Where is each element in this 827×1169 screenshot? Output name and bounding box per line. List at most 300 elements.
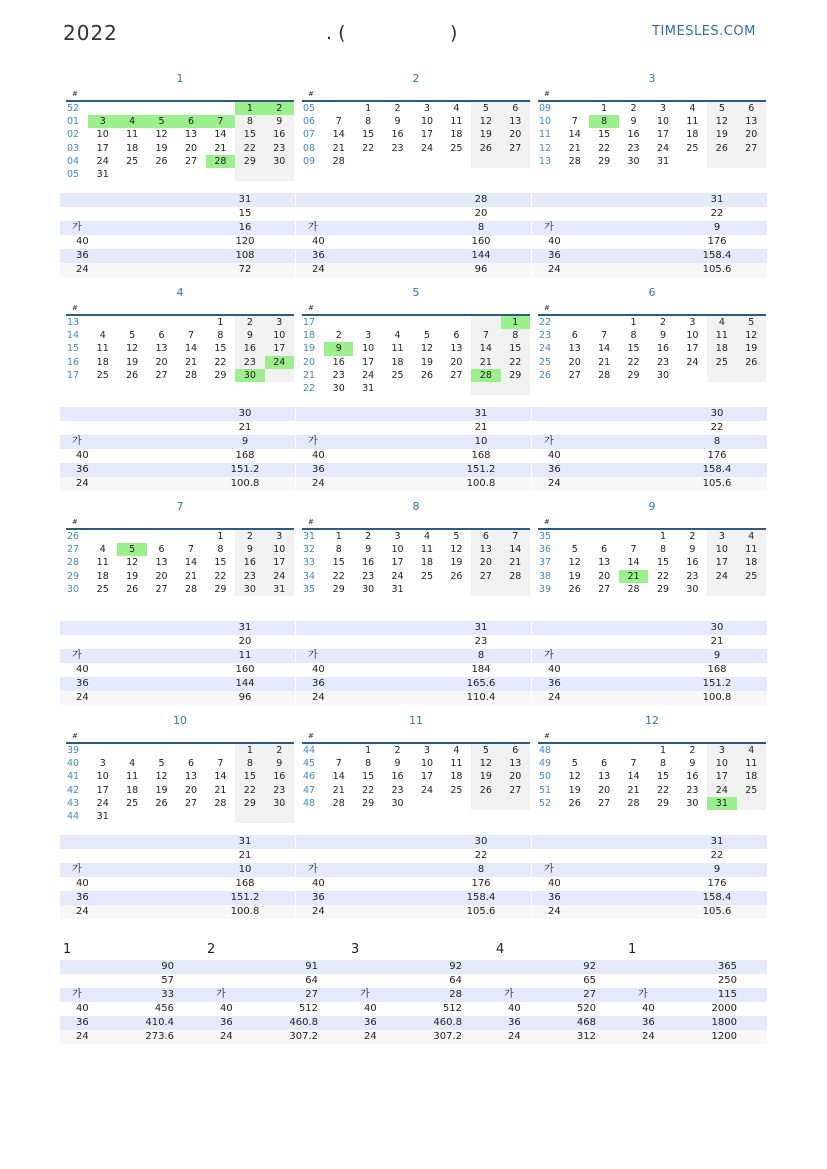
day-cell[interactable]: 8 [501,329,530,342]
day-cell[interactable]: 3 [394,531,401,542]
day-cell[interactable]: 17 [391,557,404,569]
day-cell[interactable]: 9 [235,329,264,342]
day-cell[interactable]: 22 [501,356,530,369]
day-cell[interactable]: 6 [571,330,578,342]
day-cell[interactable]: 16 [627,129,640,141]
day-cell[interactable]: 4 [117,115,146,128]
day-cell[interactable]: 4 [707,316,736,329]
day-cell[interactable]: 30 [686,583,699,595]
day-cell[interactable]: 12 [568,771,581,783]
day-cell[interactable]: 28 [332,797,345,809]
day-cell[interactable]: 21 [501,556,530,569]
day-cell[interactable]: 26 [126,369,139,381]
day-cell[interactable]: 2 [394,745,401,756]
day-cell[interactable]: 18 [450,771,463,783]
day-cell[interactable]: 23 [332,369,345,381]
day-cell[interactable]: 20 [598,784,611,796]
day-cell[interactable]: 21 [184,356,198,368]
day-cell[interactable]: 15 [627,343,640,355]
day-cell[interactable]: 1 [217,317,224,328]
day-cell[interactable]: 28 [206,155,235,168]
day-cell[interactable]: 11 [737,543,766,556]
day-cell[interactable]: 30 [235,583,264,596]
day-cell[interactable]: 24 [656,142,670,154]
day-cell[interactable]: 6 [176,115,205,128]
day-cell[interactable]: 27 [737,142,766,155]
day-cell[interactable]: 7 [187,330,195,342]
day-cell[interactable]: 27 [155,369,168,381]
day-cell[interactable]: 7 [187,544,195,556]
day-cell[interactable]: 10 [96,129,109,141]
day-cell[interactable]: 16 [265,128,294,141]
day-cell[interactable]: 13 [184,129,198,141]
day-cell[interactable]: 2 [689,745,696,756]
day-cell[interactable]: 20 [737,128,766,141]
day-cell[interactable]: 1 [235,102,264,115]
day-cell[interactable]: 25 [737,570,766,583]
day-cell[interactable]: 14 [332,129,345,141]
day-cell[interactable]: 25 [686,142,699,154]
day-cell[interactable]: 5 [158,758,165,770]
day-cell[interactable]: 15 [214,343,227,355]
day-cell[interactable]: 9 [265,757,294,770]
day-cell[interactable]: 7 [335,116,342,128]
day-cell[interactable]: 22 [235,784,264,797]
day-cell[interactable]: 19 [471,128,500,141]
day-cell[interactable]: 22 [362,784,375,796]
day-cell[interactable]: 12 [155,771,168,783]
day-cell[interactable]: 1 [630,317,637,328]
day-cell[interactable]: 1 [659,745,667,756]
day-cell[interactable]: 26 [450,570,463,582]
day-cell[interactable]: 31 [707,797,736,810]
day-cell[interactable]: 14 [471,342,500,355]
day-cell[interactable]: 15 [235,770,264,783]
day-cell[interactable]: 13 [471,543,500,556]
day-cell[interactable]: 10 [391,544,404,556]
day-cell[interactable]: 16 [656,343,670,355]
day-cell[interactable]: 14 [332,771,345,783]
day-cell[interactable]: 7 [206,115,235,128]
day-cell[interactable]: 11 [686,116,699,128]
day-cell[interactable]: 20 [568,356,581,368]
day-cell[interactable]: 15 [362,129,375,141]
day-cell[interactable]: 30 [332,382,345,394]
day-cell[interactable]: 17 [362,356,375,368]
day-cell[interactable]: 30 [391,797,404,809]
day-cell[interactable]: 4 [689,103,696,114]
day-cell[interactable]: 12 [126,343,139,355]
day-cell[interactable]: 10 [707,543,736,556]
day-cell[interactable]: 5 [147,115,176,128]
day-cell[interactable]: 24 [362,369,375,381]
day-cell[interactable]: 17 [265,342,294,355]
day-cell[interactable]: 9 [689,758,696,770]
day-cell[interactable]: 14 [627,771,640,783]
day-cell[interactable]: 5 [571,544,578,556]
day-cell[interactable]: 2 [394,103,401,114]
day-cell[interactable]: 13 [184,771,198,783]
day-cell[interactable]: 24 [420,142,434,154]
day-cell[interactable]: 29 [656,583,670,595]
day-cell[interactable]: 15 [332,557,345,569]
day-cell[interactable]: 29 [656,797,670,809]
day-cell[interactable]: 2 [630,103,637,114]
day-cell[interactable]: 23 [265,784,294,797]
day-cell[interactable]: 17 [420,771,434,783]
day-cell[interactable]: 12 [707,115,736,128]
day-cell[interactable]: 17 [96,784,109,796]
day-cell[interactable]: 13 [598,557,611,569]
day-cell[interactable]: 10 [420,758,434,770]
day-cell[interactable]: 17 [420,129,434,141]
day-cell[interactable]: 18 [707,342,736,355]
day-cell[interactable]: 13 [155,557,168,569]
day-cell[interactable]: 31 [96,168,109,180]
day-cell[interactable]: 11 [737,757,766,770]
day-cell[interactable]: 19 [155,784,168,796]
day-cell[interactable]: 28 [568,155,581,167]
day-cell[interactable]: 13 [737,115,766,128]
day-cell[interactable]: 19 [155,142,168,154]
day-cell[interactable]: 2 [235,316,264,329]
day-cell[interactable]: 19 [707,128,736,141]
day-cell[interactable]: 29 [214,369,227,381]
day-cell[interactable]: 11 [126,771,139,783]
day-cell[interactable]: 8 [235,757,264,770]
day-cell[interactable]: 21 [332,784,345,796]
day-cell[interactable]: 20 [598,570,611,582]
day-cell[interactable]: 11 [420,544,434,556]
day-cell[interactable]: 12 [568,557,581,569]
day-cell[interactable]: 10 [265,329,294,342]
day-cell[interactable]: 4 [129,758,136,770]
day-cell[interactable]: 9 [659,330,667,342]
day-cell[interactable]: 4 [99,330,106,342]
day-cell[interactable]: 20 [471,556,500,569]
day-cell[interactable]: 3 [707,744,736,757]
day-cell[interactable]: 25 [126,797,139,809]
day-cell[interactable]: 11 [450,758,463,770]
day-cell[interactable]: 23 [686,784,699,796]
day-cell[interactable]: 27 [598,583,611,595]
day-cell[interactable]: 27 [598,797,611,809]
day-cell[interactable]: 19 [420,356,434,368]
day-cell[interactable]: 21 [598,356,611,368]
day-cell[interactable]: 5 [707,102,736,115]
day-cell[interactable]: 17 [656,129,670,141]
day-cell[interactable]: 25 [391,369,404,381]
day-cell[interactable]: 15 [501,342,530,355]
day-cell[interactable]: 21 [214,784,227,796]
day-cell[interactable]: 14 [214,129,227,141]
day-cell[interactable]: 15 [656,557,670,569]
day-cell[interactable]: 13 [155,343,168,355]
day-cell[interactable]: 29 [362,797,375,809]
day-cell[interactable]: 3 [707,530,736,543]
day-cell[interactable]: 26 [568,583,581,595]
day-cell[interactable]: 29 [235,155,264,168]
day-cell[interactable]: 20 [501,770,530,783]
day-cell[interactable]: 8 [335,544,342,556]
day-cell[interactable]: 29 [214,583,227,595]
day-cell[interactable]: 27 [501,142,530,155]
day-cell[interactable]: 1 [601,103,608,114]
day-cell[interactable]: 7 [571,116,578,128]
day-cell[interactable]: 24 [265,570,294,583]
day-cell[interactable]: 22 [598,142,611,154]
day-cell[interactable]: 27 [568,369,581,381]
day-cell[interactable]: 9 [394,758,401,770]
day-cell[interactable]: 30 [265,797,294,810]
day-cell[interactable]: 23 [391,784,404,796]
day-cell[interactable]: 28 [332,155,345,167]
day-cell[interactable]: 16 [265,770,294,783]
day-cell[interactable]: 10 [96,771,109,783]
day-cell[interactable]: 1 [217,531,224,542]
day-cell[interactable]: 26 [707,142,736,155]
day-cell[interactable]: 5 [571,758,578,770]
day-cell[interactable]: 3 [99,758,106,770]
day-cell[interactable]: 11 [450,116,463,128]
day-cell[interactable]: 23 [627,142,640,154]
day-cell[interactable]: 16 [235,556,264,569]
day-cell[interactable]: 26 [471,784,500,797]
day-cell[interactable]: 25 [707,356,736,369]
site-logo[interactable]: TIMESLES.COM [652,24,756,39]
day-cell[interactable]: 14 [214,771,227,783]
day-cell[interactable]: 3 [659,103,667,114]
day-cell[interactable]: 25 [450,784,463,796]
day-cell[interactable]: 5 [453,531,460,542]
day-cell[interactable]: 26 [155,155,168,167]
day-cell[interactable]: 21 [184,570,198,582]
day-cell[interactable]: 29 [501,369,530,382]
day-cell[interactable]: 6 [158,330,165,342]
day-cell[interactable]: 25 [126,155,139,167]
day-cell[interactable]: 24 [391,570,404,582]
day-cell[interactable]: 1 [235,744,264,757]
day-cell[interactable]: 15 [598,129,611,141]
day-cell[interactable]: 7 [217,758,224,770]
day-cell[interactable]: 27 [471,570,500,583]
day-cell[interactable]: 8 [630,330,637,342]
day-cell[interactable]: 9 [365,544,372,556]
day-cell[interactable]: 14 [568,129,581,141]
day-cell[interactable]: 15 [235,128,264,141]
day-cell[interactable]: 24 [707,784,736,797]
day-cell[interactable]: 2 [235,530,264,543]
day-cell[interactable]: 9 [265,115,294,128]
day-cell[interactable]: 24 [96,155,109,167]
day-cell[interactable]: 9 [630,116,637,128]
day-cell[interactable]: 1 [365,745,372,756]
day-cell[interactable]: 27 [184,797,198,809]
day-cell[interactable]: 16 [235,342,264,355]
day-cell[interactable]: 8 [365,116,372,128]
day-cell[interactable]: 6 [501,102,530,115]
day-cell[interactable]: 16 [391,771,404,783]
day-cell[interactable]: 10 [362,343,375,355]
day-cell[interactable]: 17 [686,343,699,355]
day-cell[interactable]: 18 [126,784,139,796]
day-cell[interactable]: 17 [96,142,109,154]
day-cell[interactable]: 13 [598,771,611,783]
day-cell[interactable]: 4 [423,531,431,542]
day-cell[interactable]: 1 [501,316,530,329]
day-cell[interactable]: 10 [265,543,294,556]
day-cell[interactable]: 12 [450,544,463,556]
day-cell[interactable]: 2 [365,531,372,542]
day-cell[interactable]: 29 [235,797,264,810]
day-cell[interactable]: 28 [501,570,530,583]
day-cell[interactable]: 30 [362,583,375,595]
day-cell[interactable]: 4 [453,745,460,756]
day-cell[interactable]: 22 [214,356,227,368]
day-cell[interactable]: 6 [158,544,165,556]
day-cell[interactable]: 20 [450,356,463,368]
day-cell[interactable]: 28 [627,583,640,595]
day-cell[interactable]: 13 [568,343,581,355]
day-cell[interactable]: 4 [453,103,460,114]
day-cell[interactable]: 16 [686,771,699,783]
day-cell[interactable]: 7 [501,530,530,543]
day-cell[interactable]: 4 [99,544,106,556]
day-cell[interactable]: 26 [568,797,581,809]
day-cell[interactable]: 4 [737,744,766,757]
day-cell[interactable]: 28 [184,369,198,381]
day-cell[interactable]: 8 [235,115,264,128]
day-cell[interactable]: 22 [362,142,375,154]
day-cell[interactable]: 14 [598,343,611,355]
day-cell[interactable]: 9 [394,116,401,128]
day-cell[interactable]: 30 [656,369,670,381]
day-cell[interactable]: 10 [656,116,670,128]
day-cell[interactable]: 18 [96,570,109,582]
day-cell[interactable]: 2 [689,531,696,542]
day-cell[interactable]: 23 [656,356,670,368]
day-cell[interactable]: 6 [737,102,766,115]
day-cell[interactable]: 16 [686,557,699,569]
day-cell[interactable]: 21 [627,784,640,796]
day-cell[interactable]: 18 [391,356,404,368]
day-cell[interactable]: 15 [362,771,375,783]
day-cell[interactable]: 26 [126,583,139,595]
day-cell[interactable]: 20 [155,356,168,368]
day-cell[interactable]: 7 [630,758,637,770]
day-cell[interactable]: 13 [501,757,530,770]
day-cell[interactable]: 13 [450,343,463,355]
day-cell[interactable]: 5 [737,316,766,329]
day-cell[interactable]: 4 [394,330,401,342]
day-cell[interactable]: 28 [627,797,640,809]
day-cell[interactable]: 23 [362,570,375,582]
day-cell[interactable]: 24 [707,570,736,583]
day-cell[interactable]: 6 [501,744,530,757]
day-cell[interactable]: 28 [184,583,198,595]
day-cell[interactable]: 3 [365,330,372,342]
day-cell[interactable]: 10 [420,116,434,128]
day-cell[interactable]: 14 [501,543,530,556]
day-cell[interactable]: 21 [568,142,581,154]
day-cell[interactable]: 4 [737,530,766,543]
day-cell[interactable]: 5 [471,102,500,115]
day-cell[interactable]: 23 [235,570,264,583]
day-cell[interactable]: 16 [391,129,404,141]
day-cell[interactable]: 27 [155,583,168,595]
day-cell[interactable]: 19 [126,356,139,368]
day-cell[interactable]: 1 [335,531,342,542]
day-cell[interactable]: 23 [265,142,294,155]
day-cell[interactable]: 17 [707,556,736,569]
day-cell[interactable]: 19 [568,784,581,796]
day-cell[interactable]: 3 [265,530,294,543]
day-cell[interactable]: 13 [501,115,530,128]
day-cell[interactable]: 7 [335,758,342,770]
day-cell[interactable]: 3 [689,317,696,328]
day-cell[interactable]: 2 [265,744,294,757]
day-cell[interactable]: 18 [737,556,766,569]
day-cell[interactable]: 9 [324,342,353,355]
day-cell[interactable]: 2 [265,102,294,115]
day-cell[interactable]: 31 [265,583,294,596]
day-cell[interactable]: 28 [471,369,500,382]
day-cell[interactable]: 18 [737,770,766,783]
day-cell[interactable]: 18 [96,356,109,368]
day-cell[interactable]: 22 [627,356,640,368]
day-cell[interactable]: 23 [235,356,264,369]
day-cell[interactable]: 18 [450,129,463,141]
day-cell[interactable]: 12 [471,757,500,770]
day-cell[interactable]: 25 [737,784,766,797]
day-cell[interactable]: 8 [589,115,618,128]
day-cell[interactable]: 8 [659,758,667,770]
day-cell[interactable]: 8 [659,544,667,556]
day-cell[interactable]: 18 [686,129,699,141]
day-cell[interactable]: 1 [365,103,372,114]
day-cell[interactable]: 6 [471,530,500,543]
day-cell[interactable]: 21 [619,570,648,583]
day-cell[interactable]: 8 [217,544,224,556]
day-cell[interactable]: 25 [96,369,109,381]
day-cell[interactable]: 20 [184,784,198,796]
day-cell[interactable]: 25 [96,583,109,595]
day-cell[interactable]: 14 [184,343,198,355]
day-cell[interactable]: 20 [184,142,198,154]
day-cell[interactable]: 21 [332,142,345,154]
day-cell[interactable]: 11 [126,129,139,141]
day-cell[interactable]: 24 [265,356,294,369]
day-cell[interactable]: 25 [420,570,434,582]
day-cell[interactable]: 26 [155,797,168,809]
day-cell[interactable]: 2 [659,317,667,328]
day-cell[interactable]: 31 [96,810,109,822]
day-cell[interactable]: 29 [598,155,611,167]
day-cell[interactable]: 6 [187,758,195,770]
day-cell[interactable]: 8 [365,758,372,770]
day-cell[interactable]: 23 [686,570,699,582]
day-cell[interactable]: 3 [88,115,117,128]
day-cell[interactable]: 16 [362,557,375,569]
day-cell[interactable]: 5 [129,330,136,342]
day-cell[interactable]: 19 [737,342,766,355]
day-cell[interactable]: 17 [707,770,736,783]
day-cell[interactable]: 31 [391,583,404,595]
day-cell[interactable]: 22 [332,570,345,582]
day-cell[interactable]: 3 [423,103,431,114]
day-cell[interactable]: 6 [601,758,608,770]
day-cell[interactable]: 21 [214,142,227,154]
